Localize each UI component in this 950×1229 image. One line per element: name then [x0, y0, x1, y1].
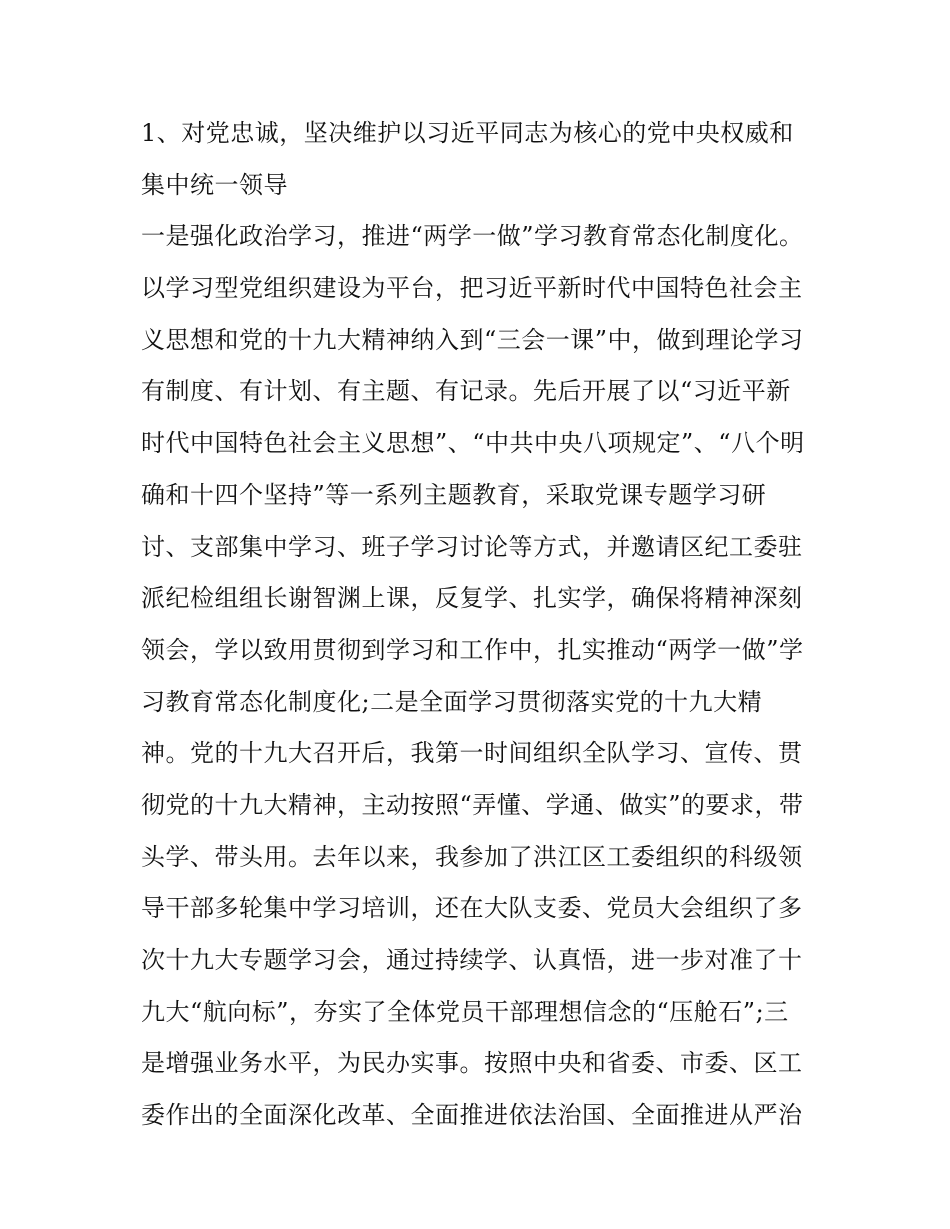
text-line: 义思想和党的十九大精神纳入到“三会一课”中，做到理论学习 — [141, 325, 804, 354]
text-line: 神。党的十九大召开后，我第一时间组织全队学习、宣传、贯 — [141, 739, 803, 768]
text-line: 1、对党忠诚，坚决维护以习近平同志为核心的党中央权威和 — [141, 119, 794, 147]
text-line: 彻党的十九大精神，主动按照“弄懂、学通、做实”的要求，带 — [141, 790, 804, 819]
text-line: 有制度、有计划、有主题、有记录。先后开展了以“习近平新 — [141, 377, 791, 406]
text-line: 领会，学以致用贯彻到学习和工作中，扎实推动“两学一做”学 — [141, 635, 804, 664]
text-line: 派纪检组组长谢智渊上课，反复学、扎实学，确保将精神深刻 — [141, 584, 803, 613]
text-line: 确和十四个坚持”等一系列主题教育，采取党课专题学习研 — [141, 480, 767, 509]
text-line: 时代中国特色社会主义思想”、“中共中央八项规定”、“八个明 — [141, 429, 805, 458]
text-line: 九大“航向标”，夯实了全体党员干部理想信念的“压舱石”;三 — [141, 997, 789, 1026]
text-line: 习教育常态化制度化;二是全面学习贯彻落实党的十九大精 — [141, 687, 763, 716]
body-text — [141, 108, 821, 1142]
text-line: 导干部多轮集中学习培训，还在大队支委、党员大会组织了多 — [141, 894, 803, 923]
text-line: 委作出的全面深化改革、全面推进依法治国、全面推进从严治 — [141, 1101, 803, 1130]
text-line: 以学习型党组织建设为平台，把习近平新时代中国特色社会主 — [141, 274, 803, 303]
text-line: 是增强业务水平，为民办实事。按照中央和省委、市委、区工 — [141, 1049, 803, 1078]
text-line: 集中统一领导 — [141, 170, 288, 199]
text-line: 头学、带头用。去年以来，我参加了洪江区工委组织的科级领 — [141, 842, 803, 871]
text-line: 讨、支部集中学习、班子学习讨论等方式，并邀请区纪工委驻 — [141, 532, 803, 561]
text-line: 一是强化政治学习，推进“两学一做”学习教育常态化制度化。 — [141, 222, 804, 251]
text-line: 次十九大专题学习会，通过持续学、认真悟，进一步对准了十 — [141, 946, 803, 974]
